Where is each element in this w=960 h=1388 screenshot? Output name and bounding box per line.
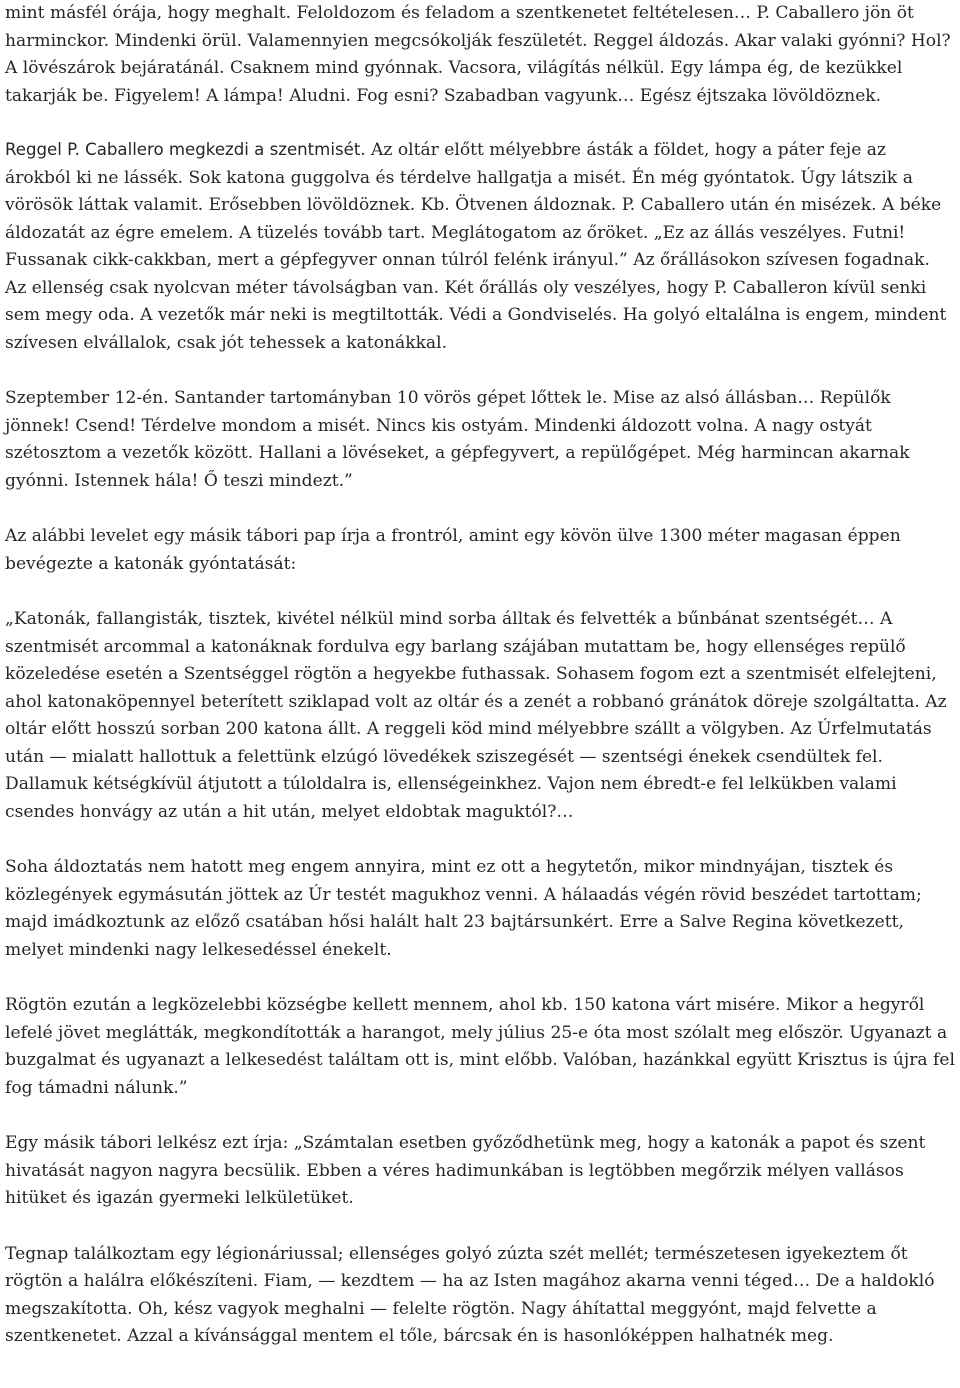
paragraph: „Katonák, fallangisták, tisztek, kivétel nélkül mind sorba álltak és felvették a bűnbánat szentségét… A szentmisét arcommal a katonáknak fordulva egy barlang szájában mutattam be, hogy ellenséges repülő közeledése esetén a Szentséggel rögtön a hegyekbe futhassak. Sohasem fogom ezt a szentmisét elfelejteni, ahol katonaköpennyel beterített sziklapad volt az oltár és a zenét a robbanó gránátok döreje szolgáltatta. Az oltár előtt hosszú sorban 200 katona állt. A reggeli köd mind mélyebbre szállt a völgyben. Az Úrfelmutatás után — mialatt hallottuk a felettünk elzúgó lövedékek sziszegését — szentségi énekek csendültek fel. Dallamuk kétségkívül átjutott a túloldalra is, ellenségeinkhez. Vajon nem ébredt-e fel lelkükben valami csendes honvágy az után a hit után, melyet eldobtak maguktól?… <box>5 609 947 822</box>
paragraph: mint másfél órája, hogy meghalt. Feloldozom és feladom a szentkenetet feltételesen… P. Caballero jön öt harminckor. Mindenki örül. Valamennyien megcsókolják feszületét. Reggel áldozás. Akar valaki gyónni? Hol? A lövészárok bejáratánál. Csaknem mind gyónnak. Vacsora, világítás nélkül. Egy lámpa ég, de kezükkel takarják be. Figyelem! A lámpa! Aludni. Fog esni? Szabadban vagyunk… Egész éjtszaka lövöldöznek. <box>5 3 951 106</box>
paragraph: Soha áldoztatás nem hatott meg engem annyira, mint ez ott a hegytetőn, mikor mindnyájan, tisztek és közlegények egymásután jöttek az Úr testét magukhoz venni. A hálaadás végén rövid beszédet tartottam; majd imádkoztunk az előző csatában hősi halált halt 23 bajtársunkért. Erre a Salve Regina következett, melyet mindenki nagy lelkesedéssel énekelt. <box>5 857 922 960</box>
paragraph-text: Az oltár előtt mélyebbre ásták a földet, hogy a páter feje az árokból ki ne lássék. Sok katona guggolva és térdelve hallgatja a misét. Én még gyóntatok. Úgy látszik a vörösök láttak valamit. Erősebben lövöldöznek. Kb. Ötvenen áldoznak. P. Caballero után én misézek. A béke áldozatát az égre emelem. A tüzelés tovább tart. Meglátogatom az őröket. „Ez az állás veszélyes. Futni! Fussanak cikk-cakkban, mert a gépfegyver onnan túlról felénk irányul.” Az őrállásokon szívesen fogadnak. Az ellenség csak nyolcvan méter távolságban van. Két őrállás oly veszélyes, hogy P. Caballeron kívül senki sem megy oda. A vezetők már neki is megtiltották. Védi a Gondviselés. Ha golyó eltalálna is engem, mindent szívesen elvállalok, csak jót tehessek a katonákkal. <box>5 140 947 353</box>
paragraph: Az alábbi levelet egy másik tábori pap írja a frontról, amint egy kövön ülve 1300 méter magasan éppen bevégezte a katonák gyóntatását: <box>5 526 901 574</box>
paragraph-lead-text: Reggel P. Caballero megkezdi a szentmisét. <box>5 140 366 159</box>
paragraph <box>5 136 955 357</box>
document-page <box>5 0 955 1351</box>
paragraph: Szeptember 12-én. Santander tartományban 10 vörös gépet lőttek le. Mise az alsó állásban… Repülők jönnek! Csend! Térdelve mondom a misét. Nincs kis ostyám. Mindenki áldozott volna. A nagy ostyát szétosztom a vezetők között. Hallani a lövéseket, a gépfegyvert, a repülőgépet. Még harmincan akarnak gyónni. Istennek hála! Ő teszi mindezt.” <box>5 388 910 491</box>
paragraph: Egy másik tábori lelkész ezt írja: „Számtalan esetben győződhetünk meg, hogy a katonák a papot és szent hivatását nagyon nagyra becsülik. Ebben a véres hadimunkában is legtöbben megőrzik mélyen vallásos hitüket és igazán gyermeki lelkületüket. <box>5 1133 926 1208</box>
paragraph: Tegnap találkoztam egy légionáriussal; ellenséges golyó zúzta szét mellét; természetesen igyekeztem őt rögtön a halálra előkészíteni. Fiam, — kezdtem — ha az Isten magához akarna venni téged… De a haldokló megszakította. Oh, kész vagyok meghalni — felelte rögtön. Nagy áhítattal meggyónt, majd felvette a szentkenetet. Azzal a kívánsággal mentem el tőle, bárcsak én is hasonlóképpen halhatnék meg. <box>5 1243 935 1346</box>
paragraph: Rögtön ezután a legközelebbi községbe kellett mennem, ahol kb. 150 katona várt misére. Mikor a hegyről lefelé jövet meglátták, megkondították a harangot, mely július 25-e óta most szólalt meg először. Ugyanazt a buzgalmat és ugyanazt a lelkesedést találtam ott is, mint előbb. Valóban, hazánkkal együtt Krisztus is újra fel fog támadni nálunk.” <box>5 995 955 1098</box>
